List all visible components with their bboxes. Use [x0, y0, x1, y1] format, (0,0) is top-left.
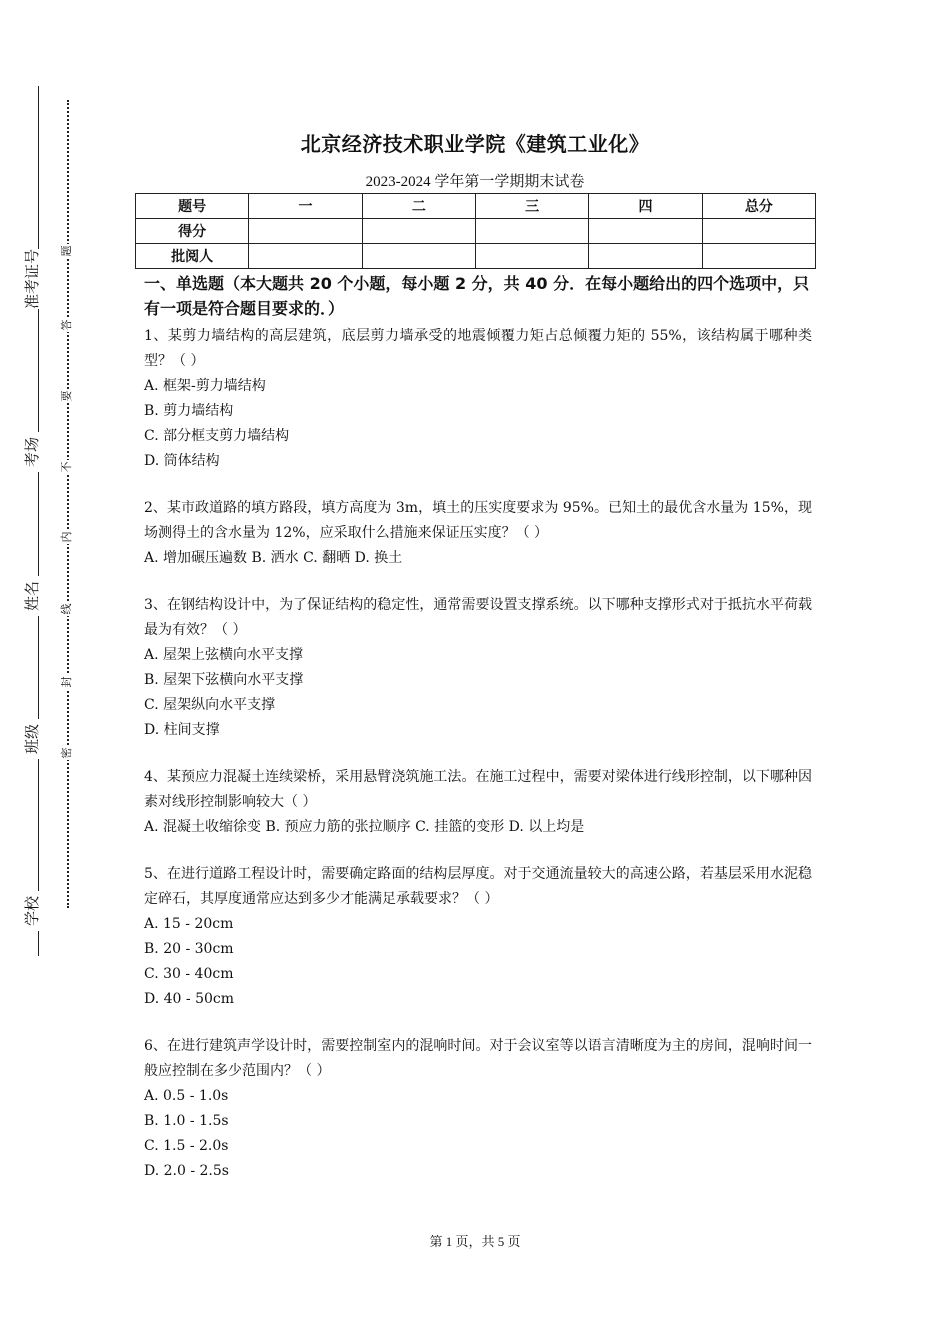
score-cell[interactable]: [249, 219, 362, 244]
question-5: [144, 862, 812, 1012]
score-col-header: 总分: [702, 194, 815, 219]
score-col-header: 二: [362, 194, 475, 219]
seal-char-bu: 不: [60, 461, 73, 473]
exam-title: 北京经济技术职业学院《建筑工业化》: [300, 132, 650, 156]
score-row-label: 得分: [136, 219, 249, 244]
seal-char-da: 答: [60, 319, 73, 331]
question-content: [144, 271, 812, 1206]
reviewer-row: [136, 244, 816, 269]
option-a: A. 15 - 20cm: [144, 916, 234, 932]
score-cell[interactable]: [475, 219, 588, 244]
score-col-header: 三: [475, 194, 588, 219]
name-label: 姓名: [23, 576, 41, 616]
score-cell[interactable]: [589, 219, 702, 244]
option-d: D. 40 - 50cm: [144, 991, 235, 1007]
reviewer-cell[interactable]: [475, 244, 588, 269]
section-heading: 一、单选题（本大题共 20 个小题，每小题 2 分，共 40 分．在每小题给出的四个选项中，只有一项是符合题目要求的．）: [144, 274, 810, 318]
option-d: D. 筒体结构: [144, 453, 220, 469]
option-b: B. 20 - 30cm: [144, 941, 234, 957]
options-inline: A. 混凝土收缩徐变 B. 预应力筋的张拉顺序 C. 挂篮的变形 D. 以上均是: [144, 819, 585, 835]
option-c: C. 1.5 - 2.0s: [144, 1138, 229, 1154]
option-a: A. 框架-剪力墙结构: [144, 378, 266, 394]
question-stem: 5、在进行道路工程设计时，需要确定路面的结构层厚度。对于交通流量较大的高速公路，若基层采用水泥稳定碎石，其厚度通常应达到多少才能满足承载要求？（ ）: [144, 866, 812, 907]
seal-char-yao: 要: [60, 390, 73, 402]
question-stem: 2、某市政道路的填方路段，填方高度为 3m，填土的压实度要求为 95%。已知土的最优含水量为 15%，现场测得土的含水量为 12%，应采取什么措施来保证压实度？（ ）: [144, 500, 812, 541]
option-b: B. 屋架下弦横向水平支撑: [144, 672, 304, 688]
score-col-header: 一: [249, 194, 362, 219]
option-a: A. 屋架上弦横向水平支撑: [144, 647, 304, 663]
option-c: C. 部分框支剪力墙结构: [144, 428, 290, 444]
exam-room-label: 考场: [23, 432, 41, 472]
question-stem: 6、在进行建筑声学设计时，需要控制室内的混响时间。对于会议室等以语言清晰度为主的房间，混响时间一般应控制在多少范围内？（ ）: [144, 1038, 812, 1079]
question-2: [144, 496, 812, 571]
reviewer-cell[interactable]: [249, 244, 362, 269]
seal-char-nei: 内: [60, 531, 73, 543]
question-3: [144, 593, 812, 743]
school-label: 学校: [23, 891, 41, 931]
option-c: C. 30 - 40cm: [144, 966, 234, 982]
seal-char-feng: 封: [60, 676, 73, 688]
option-a: A. 0.5 - 1.0s: [144, 1088, 229, 1104]
seal-char-ti: 题: [60, 245, 73, 257]
option-d: D. 2.0 - 2.5s: [144, 1163, 229, 1179]
option-c: C. 屋架纵向水平支撑: [144, 697, 276, 713]
binding-solid-line: [38, 86, 39, 956]
question-4: [144, 765, 812, 840]
score-cell[interactable]: [702, 219, 815, 244]
question-6: [144, 1034, 812, 1184]
reviewer-cell[interactable]: [362, 244, 475, 269]
score-col-header: 题号: [136, 194, 249, 219]
question-stem: 4、某预应力混凝土连续梁桥，采用悬臂浇筑施工法。在施工过程中，需要对梁体进行线形控制，以下哪种因素对线形控制影响较大（ ）: [144, 769, 812, 810]
options-inline: A. 增加碾压遍数 B. 洒水 C. 翻晒 D. 换土: [144, 550, 403, 566]
option-b: B. 1.0 - 1.5s: [144, 1113, 229, 1129]
score-table: [135, 193, 816, 269]
exam-subtitle: 2023-2024 学年第一学期期末试卷: [365, 174, 585, 190]
question-stem: 3、在钢结构设计中，为了保证结构的稳定性，通常需要设置支撑系统。以下哪种支撑形式对于抵抗水平荷载最为有效？（ ）: [144, 597, 812, 638]
seal-char-xian: 线: [60, 603, 73, 615]
reviewer-cell[interactable]: [589, 244, 702, 269]
score-col-header: 四: [589, 194, 702, 219]
reviewer-cell[interactable]: [702, 244, 815, 269]
score-cell[interactable]: [362, 219, 475, 244]
option-b: B. 剪力墙结构: [144, 403, 234, 419]
seal-dotted-line: [67, 100, 69, 908]
option-d: D. 柱间支撑: [144, 722, 220, 738]
page-number: 第 1 页，共 5 页: [429, 1234, 521, 1249]
exam-number-label: 准考证号: [23, 248, 41, 309]
score-row: [136, 219, 816, 244]
question-1: [144, 324, 812, 474]
question-stem: 1、某剪力墙结构的高层建筑，底层剪力墙承受的地震倾覆力矩占总倾覆力矩的 55%，该结构属于哪种类型？（ ）: [144, 328, 812, 369]
score-table-header-row: [136, 194, 816, 219]
class-label: 班级: [23, 719, 41, 759]
seal-char-mi: 密: [60, 747, 73, 759]
reviewer-row-label: 批阅人: [136, 244, 249, 269]
